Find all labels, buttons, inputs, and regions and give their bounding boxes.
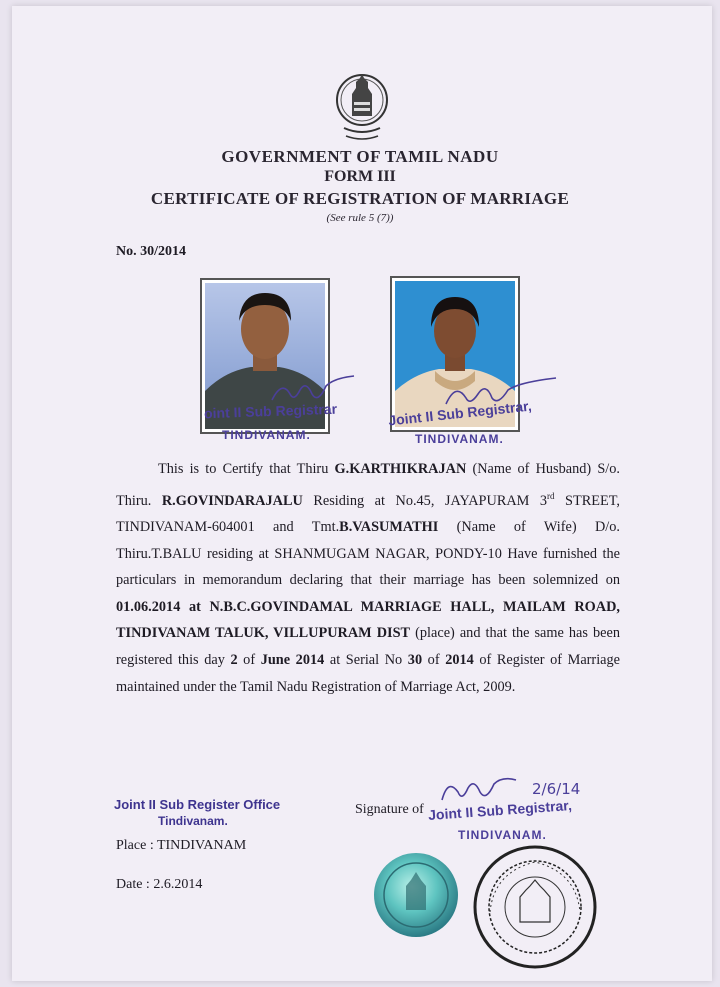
office-stamp — [114, 796, 280, 830]
body-text: (Name of Wife) D/o. Thiru.T.BALU residing at SHANMUGAM NAGAR, PONDY-10 Have furnished the particulars in memorandum declaring that their marriage has been solemnized on — [116, 518, 620, 589]
body-text: of Register of Marriage maintained under the Tamil Nadu Registration of Marriage Act, 2009. — [116, 651, 620, 695]
registration-day: 2 — [230, 651, 238, 668]
body-text: at Serial No — [324, 651, 408, 668]
body-text: of — [237, 651, 261, 668]
marriage-date-place: 01.06.2014 at N.B.C.GOVINDAMAL MARRIAGE HALL, MAILAM ROAD, TINDIVANAM TALUK, VILLUPURAM DIST — [116, 598, 620, 642]
superscript-rd: rd — [547, 490, 555, 501]
serial-year: 2014 — [445, 651, 474, 668]
place-field: Place : TINDIVANAM — [116, 838, 247, 853]
stamp-right-photo: Joint II Sub Registrar, — [387, 397, 533, 429]
signature-label: Signature of — [355, 802, 424, 817]
header-government: GOVERNMENT OF TAMIL NADU — [221, 147, 499, 166]
stamp-left-photo: oint II Sub Registrar — [203, 400, 338, 422]
body-text: Residing at No.45, JAYAPURAM 3 — [302, 492, 548, 509]
husband-name: G.KARTHIKRAJAN — [334, 461, 467, 477]
wife-name: B.VASUMATHI — [339, 518, 439, 535]
office-stamp-line2: Tindivanam. — [158, 814, 228, 828]
header-certificate-title: CERTIFICATE OF REGISTRATION OF MARRIAGE — [150, 189, 570, 208]
body-text: (Name of Husband) S/o. Thiru. — [116, 461, 620, 509]
header-form: FORM III — [324, 168, 396, 185]
stamp-signature-place: TINDIVANAM. — [458, 828, 547, 842]
stamp-left-photo-place: TINDIVANAM. — [222, 428, 311, 442]
registration-month: June 2014 — [260, 651, 325, 668]
signature-date: 2/6/14 — [532, 780, 581, 798]
body-text: (place) and that the same has been registered this day — [116, 625, 620, 668]
stamp-right-photo-place: TINDIVANAM. — [415, 432, 504, 446]
hologram-seal-icon — [373, 852, 459, 938]
header-rule: (See rule 5 (7)) — [326, 212, 394, 224]
husband-father: R.GOVINDARAJALU — [161, 492, 303, 509]
serial-number: 30 — [407, 651, 423, 668]
stamp-signature: Joint II Sub Registrar, — [427, 796, 573, 824]
body-text: of — [422, 651, 446, 668]
office-stamp-line1: Joint II Sub Register Office — [114, 797, 281, 812]
certificate-body — [116, 456, 620, 700]
registration-number: No. 30/2014 — [116, 244, 186, 259]
registrar-round-seal-icon — [470, 842, 600, 972]
tamil-nadu-emblem-icon — [334, 66, 390, 144]
body-text: This is to Certify that Thiru — [158, 461, 335, 477]
date-field: Date : 2.6.2014 — [116, 877, 203, 892]
body-text: STREET, TINDIVANAM-604001 and Tmt. — [116, 492, 620, 535]
